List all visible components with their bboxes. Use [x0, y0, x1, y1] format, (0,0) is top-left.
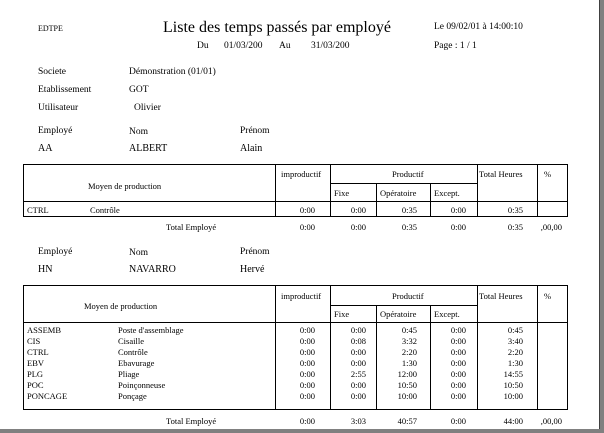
row-label: Cisaille [118, 336, 144, 346]
total-operatoire: 0:35 [401, 222, 417, 232]
row-operatoire: 2:20 [401, 347, 417, 357]
col-moyen: Moyen de production [88, 181, 162, 191]
row-total: 0:35 [507, 205, 523, 215]
societe-label: Societe [38, 67, 66, 77]
row-improductif: 0:00 [299, 369, 315, 379]
col-moyen: Moyen de production [84, 301, 158, 311]
total-employe-label: Total Employé [166, 416, 217, 426]
row-label: Pliage [118, 369, 140, 379]
total-employe-label: Total Employé [166, 222, 217, 232]
row-improductif: 0:00 [299, 391, 315, 401]
total-improductif: 0:00 [299, 222, 315, 232]
col-improductif: improductif [281, 291, 322, 301]
row-improductif: 0:00 [299, 347, 315, 357]
etablissement-label: Etablissement [38, 85, 92, 95]
row-fixe: 0:00 [350, 358, 366, 368]
row-total: 1:30 [507, 358, 523, 368]
col-fixe: Fixe [334, 309, 350, 319]
row-operatoire: 10:00 [397, 391, 417, 401]
row-operatoire: 0:45 [401, 325, 417, 335]
row-total: 14:55 [503, 369, 523, 379]
row-except: 0:00 [450, 205, 466, 215]
row-label: Poinçonneuse [118, 380, 166, 390]
row-fixe: 0:00 [350, 205, 366, 215]
row-label: Ebavurage [118, 358, 155, 368]
row-except: 0:00 [450, 325, 466, 335]
row-label: Poste d'assemblage [118, 325, 184, 335]
etablissement-value: GOT [129, 85, 149, 95]
company-code: EDTPE [38, 24, 63, 33]
period-to: 31/03/200 [311, 41, 350, 51]
printed-at: Le 09/02/01 à 14:00:10 [434, 22, 523, 32]
row-except: 0:00 [450, 336, 466, 346]
col-productif: Productif [392, 169, 424, 179]
prenom-label: Prénom [240, 247, 270, 257]
col-total-heures: Total Heures [479, 169, 523, 179]
row-fixe: 0:00 [350, 380, 366, 390]
total-pct: ,00,00 [540, 416, 562, 426]
col-except: Except. [434, 188, 460, 198]
total-except: 0:00 [450, 222, 466, 232]
total-heures: 44:00 [503, 416, 523, 426]
row-code: CIS [27, 336, 41, 346]
total-fixe: 0:00 [350, 222, 366, 232]
col-operatoire: Opératoire [380, 309, 417, 319]
row-total: 0:45 [507, 325, 523, 335]
row-code: CTRL [27, 347, 49, 357]
period-from: 01/03/200 [224, 41, 263, 51]
row-except: 0:00 [450, 380, 466, 390]
row-total: 2:20 [507, 347, 523, 357]
row-fixe: 2:55 [350, 369, 366, 379]
col-pct: % [544, 291, 552, 301]
employee-nom: NAVARRO [129, 264, 176, 275]
row-fixe: 0:00 [350, 325, 366, 335]
row-code: POC [27, 380, 44, 390]
row-total: 3:40 [507, 336, 523, 346]
row-except: 0:00 [450, 358, 466, 368]
report-title: Liste des temps passés par employé [163, 19, 391, 36]
col-fixe: Fixe [334, 188, 350, 198]
employe-label: Employé [38, 247, 73, 257]
col-total-heures: Total Heures [479, 291, 523, 301]
total-improductif: 0:00 [299, 416, 315, 426]
row-improductif: 0:00 [299, 358, 315, 368]
row-fixe: 0:00 [350, 347, 366, 357]
total-operatoire: 40:57 [397, 416, 417, 426]
window-frame-bottom [0, 429, 604, 433]
row-improductif: 0:00 [299, 205, 315, 215]
row-operatoire: 0:35 [401, 205, 417, 215]
row-total: 10:00 [503, 391, 523, 401]
period-to-label: Au [279, 41, 291, 51]
row-operatoire: 1:30 [401, 358, 417, 368]
row-code: CTRL [27, 205, 49, 215]
row-improductif: 0:00 [299, 380, 315, 390]
row-operatoire: 3:32 [401, 336, 417, 346]
employee-code: HN [38, 264, 53, 275]
employee-prenom: Alain [240, 143, 263, 154]
row-label: Ponçage [118, 391, 147, 401]
utilisateur-value: Olivier [134, 103, 161, 113]
row-label: Contrôle [90, 205, 120, 215]
period-from-label: Du [197, 41, 209, 51]
col-operatoire: Opératoire [380, 188, 417, 198]
row-code: ASSEMB [27, 325, 62, 335]
col-productif: Productif [392, 291, 424, 301]
row-operatoire: 12:00 [397, 369, 417, 379]
row-except: 0:00 [450, 347, 466, 357]
total-pct: ,00,00 [540, 222, 562, 232]
employe-label: Employé [38, 126, 73, 136]
total-fixe: 3:03 [350, 416, 366, 426]
employee-nom: ALBERT [129, 143, 168, 154]
row-except: 0:00 [450, 369, 466, 379]
utilisateur-label: Utilisateur [38, 103, 79, 113]
row-improductif: 0:00 [299, 325, 315, 335]
row-code: PLG [27, 369, 44, 379]
row-fixe: 0:00 [350, 391, 366, 401]
window-frame-right-inner [599, 0, 600, 433]
col-except: Except. [434, 309, 460, 319]
nom-label: Nom [129, 127, 148, 137]
col-pct: % [544, 169, 552, 179]
societe-value: Démonstration (01/01) [129, 67, 216, 77]
total-except: 0:00 [450, 416, 466, 426]
page-number: Page : 1 / 1 [434, 41, 477, 51]
prenom-label: Prénom [240, 126, 270, 136]
row-operatoire: 10:50 [397, 380, 417, 390]
col-improductif: improductif [281, 169, 322, 179]
employee-prenom: Hervé [240, 264, 265, 275]
row-fixe: 0:08 [350, 336, 366, 346]
row-total: 10:50 [503, 380, 523, 390]
nom-label: Nom [129, 248, 148, 258]
row-label: Contrôle [118, 347, 148, 357]
employee-code: AA [38, 143, 53, 154]
total-heures: 0:35 [507, 222, 523, 232]
row-improductif: 0:00 [299, 336, 315, 346]
row-except: 0:00 [450, 391, 466, 401]
window-frame-right [600, 0, 604, 433]
row-code: EBV [27, 358, 44, 368]
row-code: PONCAGE [27, 391, 68, 401]
